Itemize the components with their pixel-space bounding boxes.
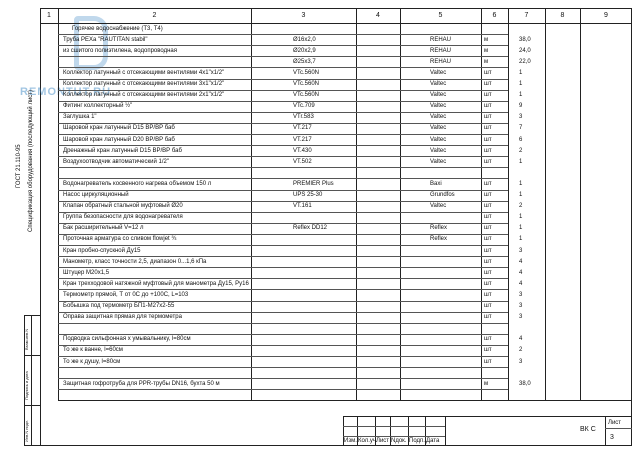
row-name: Водонагреватель косвенного нагрева объемом 150 л	[63, 180, 212, 187]
column-header-6: 6	[492, 12, 497, 19]
sheet-number: 3	[610, 434, 614, 441]
row-unit: шт	[484, 69, 492, 76]
row-qty: 1	[519, 158, 523, 165]
row-qty: 4	[519, 336, 523, 343]
title-block-label: Лист	[376, 438, 390, 444]
row-maker: Valtec	[430, 114, 447, 121]
title-block-label: Подп.	[409, 438, 425, 444]
row-name: Оправа защитная прямая для термометра	[63, 314, 182, 321]
row-qty: 3	[519, 358, 523, 365]
row-maker: Valtec	[430, 147, 447, 154]
row-divider	[58, 367, 508, 368]
gost-label: ГОСТ 21.110-95	[16, 144, 22, 188]
row-name: Бобышка под термометр БП1-М27х2-55	[63, 303, 175, 309]
row-unit: шт	[484, 280, 492, 287]
row-code: VTr.583	[293, 114, 314, 121]
row-maker: Valtec	[430, 136, 447, 143]
row-code: VTc.560N	[293, 81, 320, 87]
row-qty: 4	[519, 258, 523, 265]
row-unit: шт	[484, 92, 492, 99]
row-divider	[58, 267, 508, 268]
row-name: Проточная арматура со сливом flowjet ¾	[63, 236, 177, 243]
row-qty: 1	[519, 69, 523, 76]
row-unit: шт	[484, 192, 492, 198]
row-code: Ø20x2,9	[293, 47, 316, 54]
row-code: VT.430	[293, 147, 312, 154]
row-unit: м	[484, 47, 489, 54]
column-header-7: 7	[524, 12, 529, 19]
row-name: Шаровой кран латунный D20 ВР/ВР баб	[63, 136, 175, 143]
row-maker: Valtec	[430, 81, 447, 87]
row-code: PREMIER Plus	[293, 180, 334, 187]
row-maker: Valtec	[430, 92, 447, 99]
row-unit: шт	[484, 347, 492, 354]
row-maker: Baxi	[430, 180, 442, 187]
column-header-1: 1	[47, 12, 51, 19]
row-name: То же к ванне, l=60см	[63, 347, 123, 354]
row-name: Дренажный кран латунный D15 ВР/ВР баб	[63, 147, 182, 154]
row-maker: Valtec	[430, 125, 447, 132]
row-unit: м	[484, 380, 489, 387]
row-code: VT.161	[293, 203, 312, 210]
column-divider	[508, 9, 509, 400]
row-name: Подводка сильфонная х умывальнику, l=80см	[63, 336, 191, 343]
row-code: VTc.560N	[293, 69, 320, 76]
row-qty: 1	[519, 180, 523, 187]
row-name: Коллектор латунный с отсекающими вентилями 3х1"х1/2"	[63, 81, 225, 87]
row-maker: REHAU	[430, 47, 452, 54]
column-divider	[580, 9, 581, 400]
row-maker: Valtec	[430, 69, 447, 76]
row-qty: 9	[519, 103, 523, 110]
row-maker: Valtec	[430, 103, 447, 110]
row-qty: 38,0	[519, 380, 531, 387]
doc-code: ВК С	[580, 426, 596, 433]
row-qty: 1	[519, 81, 523, 87]
row-unit: шт	[484, 147, 492, 154]
row-name: Шаровой кран латунный D15 ВР/ВР баб	[63, 125, 175, 132]
row-maker: Reflex	[430, 236, 448, 243]
row-name: Группа безопасности для водонагревателя	[63, 214, 183, 221]
row-qty: 3	[519, 114, 523, 121]
row-name: Заглушка 1"	[63, 114, 97, 121]
row-name: Воздухоотводчик автоматический 1/2"	[63, 158, 169, 165]
column-header-3: 3	[301, 12, 306, 19]
row-qty: 3	[519, 314, 523, 321]
row-unit: шт	[484, 214, 492, 221]
sheet-box-row	[605, 428, 632, 429]
row-code: VT.217	[293, 136, 312, 143]
row-name: Насос циркуляционный	[63, 192, 129, 198]
row-unit: шт	[484, 236, 492, 243]
row-code: VT.217	[293, 125, 312, 132]
title-block-label: Изм.	[344, 438, 357, 444]
row-maker: Grundfos	[430, 192, 455, 198]
row-qty: 1	[519, 225, 523, 232]
column-header-2: 2	[152, 12, 157, 19]
sheet-label: Лист	[608, 420, 622, 426]
row-name: Горячее водоснабжение (Т3, Т4)	[72, 25, 163, 32]
row-name: Штуцер М20х1,5	[63, 269, 110, 276]
row-unit: шт	[484, 180, 492, 187]
title-block-label: Nдок.	[391, 438, 407, 444]
row-divider	[58, 167, 508, 168]
column-header-5: 5	[438, 12, 443, 19]
row-qty: 1	[519, 92, 523, 99]
row-divider	[58, 323, 508, 324]
row-code: Reflex DD12	[293, 225, 328, 232]
row-unit: м	[484, 58, 489, 65]
row-divider	[58, 389, 508, 390]
row-qty: 1	[519, 214, 523, 221]
row-unit: шт	[484, 336, 492, 343]
row-unit: шт	[484, 125, 492, 132]
row-qty: 2	[519, 147, 523, 154]
row-divider	[58, 345, 508, 346]
row-qty: 3	[519, 291, 523, 298]
row-name: Кран пробно-спускной Ду15	[63, 247, 141, 254]
row-unit: м	[484, 36, 489, 43]
row-maker: REHAU	[430, 36, 452, 43]
side-stamp-divider	[31, 315, 32, 446]
sheet-title-vertical: Спецификация оборудования (последующий лист)	[28, 89, 34, 232]
row-qty: 24,0	[519, 47, 531, 54]
row-maker: Valtec	[430, 158, 447, 165]
stamp-label-replace: Взам.инв.N	[24, 328, 29, 350]
row-maker: Valtec	[430, 203, 447, 210]
row-code: Ø25x3,7	[293, 58, 316, 65]
table-bottom-line	[58, 400, 632, 401]
row-unit: шт	[484, 203, 492, 210]
row-unit: шт	[484, 314, 492, 321]
column-header-8: 8	[560, 12, 565, 19]
row-qty: 22,0	[519, 58, 531, 65]
stamp-label-signature: Подпись и дата	[24, 371, 29, 400]
row-name: Коллектор латунный с отсекающими вентилями 4х1"х1/2"	[63, 69, 225, 76]
stamp-label-inventory: Инв.N подл.	[24, 419, 29, 442]
row-unit: шт	[484, 81, 492, 87]
title-block-divider	[445, 416, 446, 446]
side-stamp-sep	[24, 355, 40, 356]
row-unit: шт	[484, 358, 492, 365]
row-unit: шт	[484, 136, 492, 143]
title-block-label: Кол.уч.	[358, 438, 378, 444]
row-name: Термометр прямой, Т от 0С до +100С, L=103	[63, 291, 189, 298]
side-stamp-sep	[24, 405, 40, 406]
row-qty: 7	[519, 125, 523, 132]
row-qty: 4	[519, 269, 523, 276]
row-name: из сшитого полиэтилена, водопроводная	[63, 47, 177, 54]
row-code: VTc.709	[293, 103, 315, 110]
row-unit: шт	[484, 269, 492, 276]
row-qty: 4	[519, 280, 523, 287]
row-name: Бак расширительный V=12 л	[63, 225, 144, 232]
row-qty: 3	[519, 303, 523, 309]
row-name: Фитинг коллекторный ½"	[63, 103, 133, 110]
row-maker: REHAU	[430, 58, 452, 65]
row-name: Защитная гофротруба для PPR-трубы DN16, бухта 50 м	[63, 380, 220, 387]
row-maker: Reflex	[430, 225, 448, 232]
row-qty: 2	[519, 347, 523, 354]
sheet-box-divider	[605, 416, 606, 446]
row-name: Труба PEXa "RAUTITAN stabil"	[63, 36, 148, 43]
row-code: Ø16x2,0	[293, 36, 316, 43]
row-qty: 1	[519, 236, 523, 243]
row-name: Клапан обратный стальной муфтовый Ø20	[63, 203, 183, 210]
row-unit: шт	[484, 114, 492, 121]
row-name: То же к душу, l=80см	[63, 358, 121, 365]
row-unit: шт	[484, 225, 492, 232]
row-code: VTc.560N	[293, 92, 320, 99]
row-unit: шт	[484, 247, 492, 254]
row-divider	[58, 356, 508, 357]
row-unit: шт	[484, 303, 492, 309]
row-qty: 1	[519, 192, 523, 198]
row-unit: шт	[484, 291, 492, 298]
row-qty: 3	[519, 247, 523, 254]
title-block-label: Дата	[426, 438, 440, 444]
row-code: VT.502	[293, 158, 312, 165]
row-unit: шт	[484, 103, 492, 110]
row-name: Кран трехходовой натяжной муфтовый для манометра Ду15, Ру16	[63, 280, 249, 287]
row-unit: шт	[484, 158, 492, 165]
row-name: Коллектор латунный с отсекающими вентилями 2х1"х1/2"	[63, 92, 225, 99]
row-qty: 38,0	[519, 36, 531, 43]
column-header-9: 9	[604, 12, 608, 19]
row-code: UPS 25-30	[293, 192, 323, 198]
row-qty: 6	[519, 136, 523, 143]
row-unit: шт	[484, 258, 492, 265]
row-name: Манометр, класс точности 2,5, диапазон 0...1,6 кПа	[63, 258, 207, 265]
column-header-4: 4	[376, 12, 380, 19]
watermark-text: REMONTUT.RU	[20, 86, 112, 98]
row-qty: 2	[519, 203, 523, 210]
column-divider	[545, 9, 546, 400]
title-block-row	[343, 426, 445, 427]
